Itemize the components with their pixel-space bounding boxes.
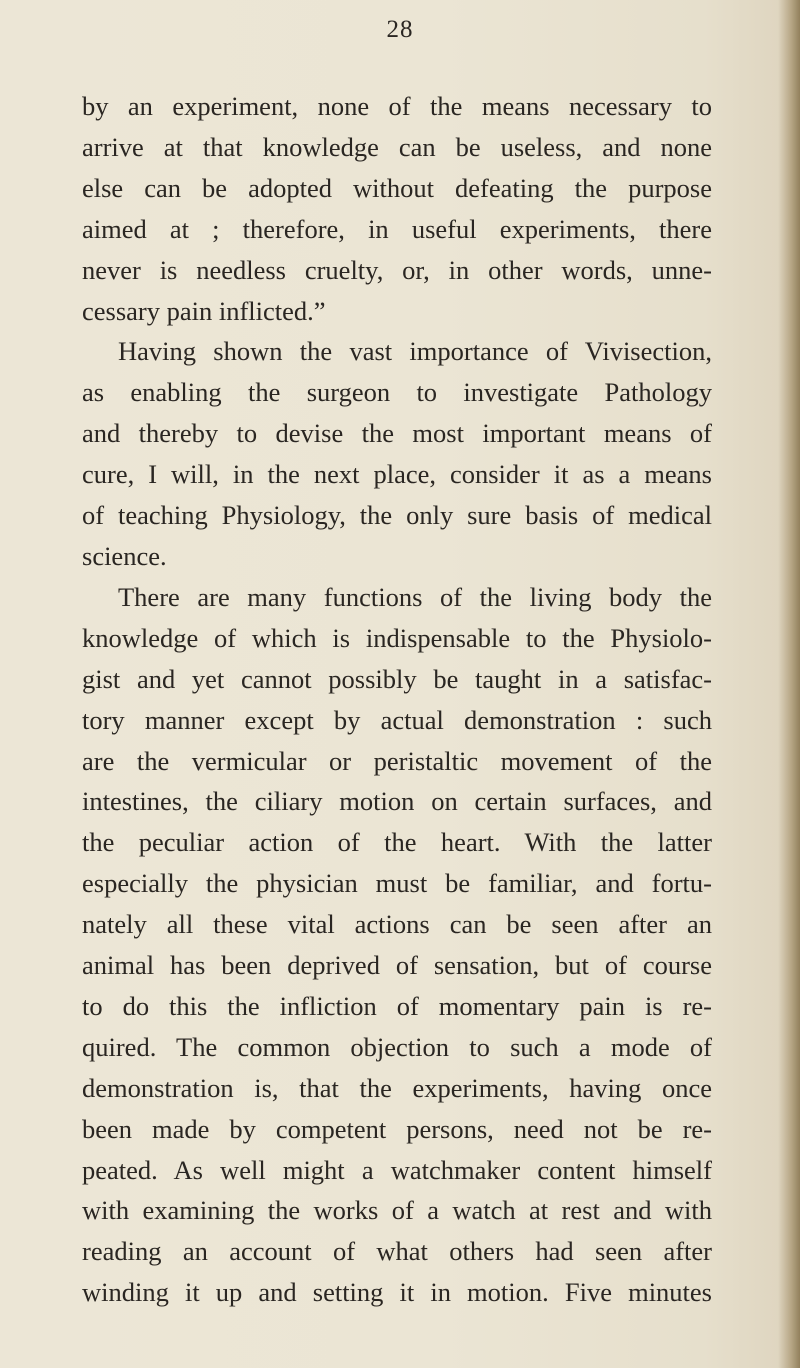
- text-line: cure, I will, in the next place, consider it as a means: [82, 459, 712, 490]
- page-number: 28: [386, 16, 414, 43]
- text-line: of teaching Physiology, the only sure basis of medical: [82, 500, 712, 531]
- text-line: been made by competent persons, need not be re-: [82, 1113, 712, 1144]
- text-line: winding it up and setting it in motion. Five minutes: [82, 1277, 712, 1308]
- text-line: arrive at that knowledge can be useless, and none: [82, 131, 712, 162]
- text-line: demonstration is, that the experiments, having once: [82, 1072, 712, 1103]
- text-line: else can be adopted without defeating the purpose: [82, 172, 712, 203]
- text-line: never is needless cruelty, or, in other words, unne-: [82, 254, 712, 285]
- text-line: with examining the works of a watch at rest and with: [82, 1195, 712, 1226]
- text-line: tory manner except by actual demonstration : such: [82, 704, 712, 735]
- text-line: and thereby to devise the most important means of: [82, 418, 712, 449]
- text-line: science.: [82, 540, 167, 571]
- text-line: aimed at ; therefore, in useful experiments, there: [82, 213, 712, 244]
- text-line: gist and yet cannot possibly be taught in a satisfac-: [82, 663, 712, 694]
- text-line: peated. As well might a watchmaker content himself: [82, 1154, 712, 1185]
- text-line: reading an account of what others had seen after: [82, 1236, 712, 1267]
- text-line: There are many functions of the living body the: [118, 581, 712, 612]
- text-line: cessary pain inflicted.”: [82, 295, 326, 326]
- text-line: quired. The common objection to such a mode of: [82, 1031, 712, 1062]
- body-text: [82, 86, 712, 1313]
- text-line: are the vermicular or peristaltic movement of the: [82, 745, 712, 776]
- text-line: the peculiar action of the heart. With the latter: [82, 827, 712, 858]
- text-line: especially the physician must be familiar, and fortu-: [82, 868, 712, 899]
- text-line: animal has been deprived of sensation, but of course: [82, 950, 712, 981]
- text-line: as enabling the surgeon to investigate Pathology: [82, 377, 712, 408]
- text-line: by an experiment, none of the means necessary to: [82, 91, 712, 121]
- text-line: nately all these vital actions can be seen after an: [82, 909, 712, 940]
- text-line: Having shown the vast importance of Vivisection,: [118, 336, 712, 367]
- text-line: knowledge of which is indispensable to the Physiolo-: [82, 622, 712, 653]
- text-line: intestines, the ciliary motion on certain surfaces, and: [82, 786, 712, 817]
- page-edge-shadow: [778, 0, 800, 1368]
- text-line: to do this the infliction of momentary pain is re-: [82, 990, 712, 1021]
